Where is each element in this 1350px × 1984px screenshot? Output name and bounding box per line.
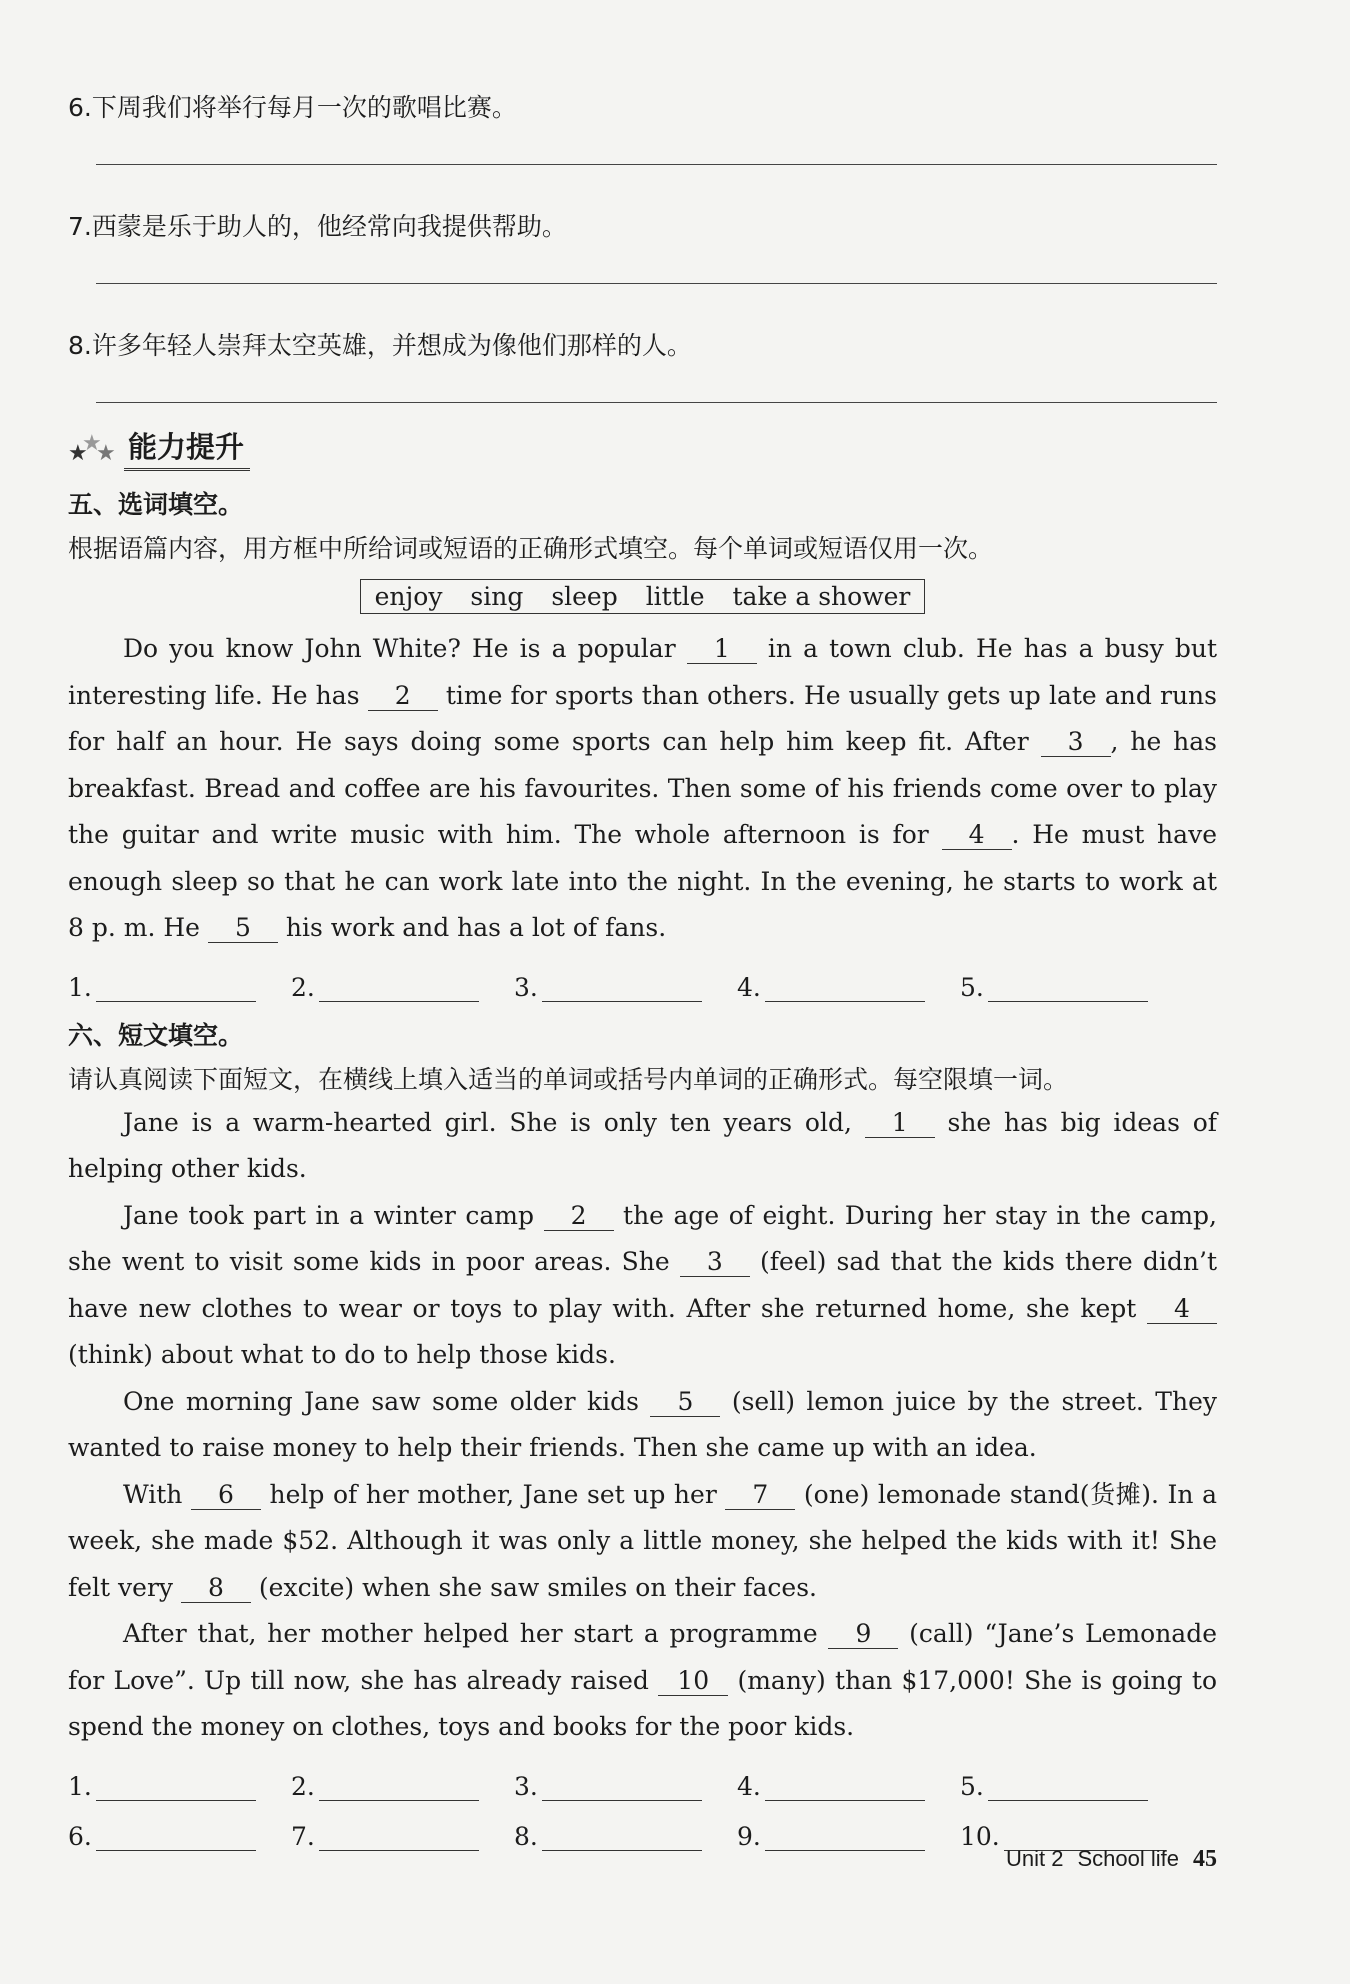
blank-7: 7 (725, 1481, 795, 1510)
passage-text: she has big ideas of helping other kids. (68, 1107, 1217, 1183)
blank-1: 1 (687, 635, 757, 664)
unit-label: Unit 2 (1006, 1846, 1064, 1871)
stars-icon: ★ ★ ★ (68, 431, 116, 466)
answer-number: 3. (514, 972, 538, 1002)
item-number: 8. (68, 331, 92, 360)
page-number: 45 (1193, 1846, 1217, 1872)
answer-number: 7. (291, 1821, 315, 1851)
passage-text: Jane is a warm-hearted girl. She is only ten years old, (123, 1107, 865, 1137)
blank-3: 3 (1041, 728, 1111, 757)
answer-slot[interactable] (514, 1822, 737, 1851)
passage-text: . He must have enough sleep so that he can work late into the night. In the evening, he starts to work at 8 p. m. He (68, 820, 1217, 942)
section-6-instruction: 请认真阅读下面短文，在横线上填入适当的单词或括号内单词的正确形式。每空限填一词。 (68, 1064, 1069, 1094)
passage-text: (sell) lemon juice by the street. They wanted to raise money to help their friends. Then she came up with an idea. (68, 1386, 1218, 1462)
item-text: 西蒙是乐于助人的，他经常向我提供帮助。 (91, 212, 567, 241)
blank-4: 4 (942, 821, 1012, 850)
passage-text: (many) than $17,000! She is going to spend the money on clothes, toys and books for the poor kids. (68, 1665, 1218, 1741)
answer-number: 4. (737, 972, 761, 1002)
passage-text: With (123, 1479, 191, 1509)
answer-slot[interactable] (960, 1772, 1183, 1801)
word-box-wrapper (68, 579, 1217, 614)
answer-number: 1. (68, 1771, 92, 1801)
answer-slot[interactable] (291, 1822, 514, 1851)
blank-3: 3 (680, 1248, 750, 1277)
passage-text: (excite) when she saw smiles on their faces. (250, 1572, 817, 1602)
answer-slot[interactable] (514, 1772, 737, 1801)
answer-slot[interactable] (737, 973, 960, 1002)
passage-text: Do you know John White? He is a popular (123, 634, 687, 663)
blank-5: 5 (208, 914, 278, 943)
answer-number: 9. (737, 1821, 761, 1851)
answer-number: 2. (291, 1771, 315, 1801)
answer-slot[interactable] (68, 973, 291, 1002)
answer-slot[interactable] (737, 1822, 960, 1851)
answer-number: 10. (960, 1821, 1000, 1851)
word-option: sleep (551, 582, 618, 611)
item-number: 7. (68, 212, 92, 241)
passage-text: , he has breakfast. Bread and coffee are his favourites. Then some of his friends come over to play the guitar and write music with him. The whole afternoon is for (68, 727, 1217, 849)
translation-item-8 (68, 328, 1217, 364)
answer-number: 5. (960, 1771, 984, 1801)
passage-text: his work and has a lot of fans. (277, 913, 667, 942)
section-5-title: 五、选词填空。 (68, 490, 244, 519)
item-number: 6. (68, 93, 92, 122)
answer-number: 6. (68, 1821, 92, 1851)
word-option: enjoy (374, 582, 443, 611)
passage-text: help of her mother, Jane set up her (260, 1479, 726, 1509)
passage-text: (one) lemonade stand(货摊). In a week, she made $52. Although it was only a little money, she helped the kids with it! She felt very (68, 1479, 1217, 1602)
word-option: sing (470, 582, 524, 611)
blank-4: 4 (1147, 1295, 1217, 1324)
word-option: take a shower (732, 582, 911, 611)
passage-text: (call) “Jane’s Lemonade for Love”. Up till now, she has already raised (68, 1619, 1218, 1695)
section-5-instruction: 根据语篇内容，用方框中所给词或短语的正确形式填空。每个单词或短语仅用一次。 (68, 534, 994, 563)
translation-item-6 (68, 90, 1217, 126)
section-6-answers-row-1 (68, 1755, 1217, 1801)
banner-title: 能力提升 (124, 425, 250, 471)
answer-slot[interactable] (960, 973, 1183, 1002)
answer-number: 2. (291, 972, 315, 1002)
answer-slot[interactable] (291, 973, 514, 1002)
page-footer (1006, 1846, 1217, 1873)
passage-text: the age of eight. During her stay in the camp, she went to visit some kids in poor areas. She (68, 1200, 1218, 1276)
passage-text: After that, her mother helped her start a programme (123, 1619, 829, 1648)
answer-number: 4. (737, 1771, 761, 1801)
section-6-answers-row-2 (68, 1805, 1217, 1851)
item-text: 下周我们将举行每月一次的歌唱比赛。 (91, 93, 517, 122)
item-text: 许多年轻人崇拜太空英雄，并想成为像他们那样的人。 (91, 331, 692, 360)
answer-slot[interactable] (68, 1772, 291, 1801)
blank-10: 10 (658, 1667, 728, 1696)
blank-5: 5 (650, 1388, 720, 1417)
passage-text: time for sports than others. He usually gets up late and runs for half an hour. He says doing some sports can help him keep fit. After (68, 680, 1217, 756)
answer-slot[interactable] (514, 973, 737, 1002)
passage-text: Jane took part in a winter camp (123, 1200, 544, 1230)
blank-2: 2 (368, 682, 438, 711)
section-5-passage (68, 626, 1217, 952)
answer-number: 3. (514, 1771, 538, 1801)
translation-item-7 (68, 209, 1217, 245)
section-6-passage (68, 1100, 1217, 1751)
blank-9: 9 (828, 1620, 898, 1649)
answer-line[interactable] (96, 283, 1217, 284)
answer-number: 1. (68, 972, 92, 1002)
blank-1: 1 (865, 1109, 935, 1138)
word-option: little (645, 582, 705, 611)
section-banner (68, 425, 1217, 471)
passage-text: in a town club. He has a busy but interesting life. He has (68, 634, 1217, 710)
blank-6: 6 (191, 1481, 261, 1510)
section-5-answers (68, 956, 1217, 1002)
passage-text: (think) about what to do to help those kids. (68, 1340, 616, 1369)
unit-title: School life (1077, 1846, 1179, 1871)
section-6-title: 六、短文填空。 (68, 1020, 244, 1050)
blank-2: 2 (544, 1202, 614, 1231)
answer-number: 5. (960, 972, 984, 1002)
word-box (360, 579, 926, 614)
answer-slot[interactable] (737, 1772, 960, 1801)
answer-number: 8. (514, 1821, 538, 1851)
answer-line[interactable] (96, 164, 1217, 165)
answer-slot[interactable] (291, 1772, 514, 1801)
passage-text: (feel) sad that the kids there didn’t have new clothes to wear or toys to play with. After she returned home, she kept (68, 1247, 1217, 1323)
answer-line[interactable] (96, 402, 1217, 403)
blank-8: 8 (181, 1574, 251, 1603)
answer-slot[interactable] (68, 1822, 291, 1851)
passage-text: One morning Jane saw some older kids (123, 1386, 651, 1416)
